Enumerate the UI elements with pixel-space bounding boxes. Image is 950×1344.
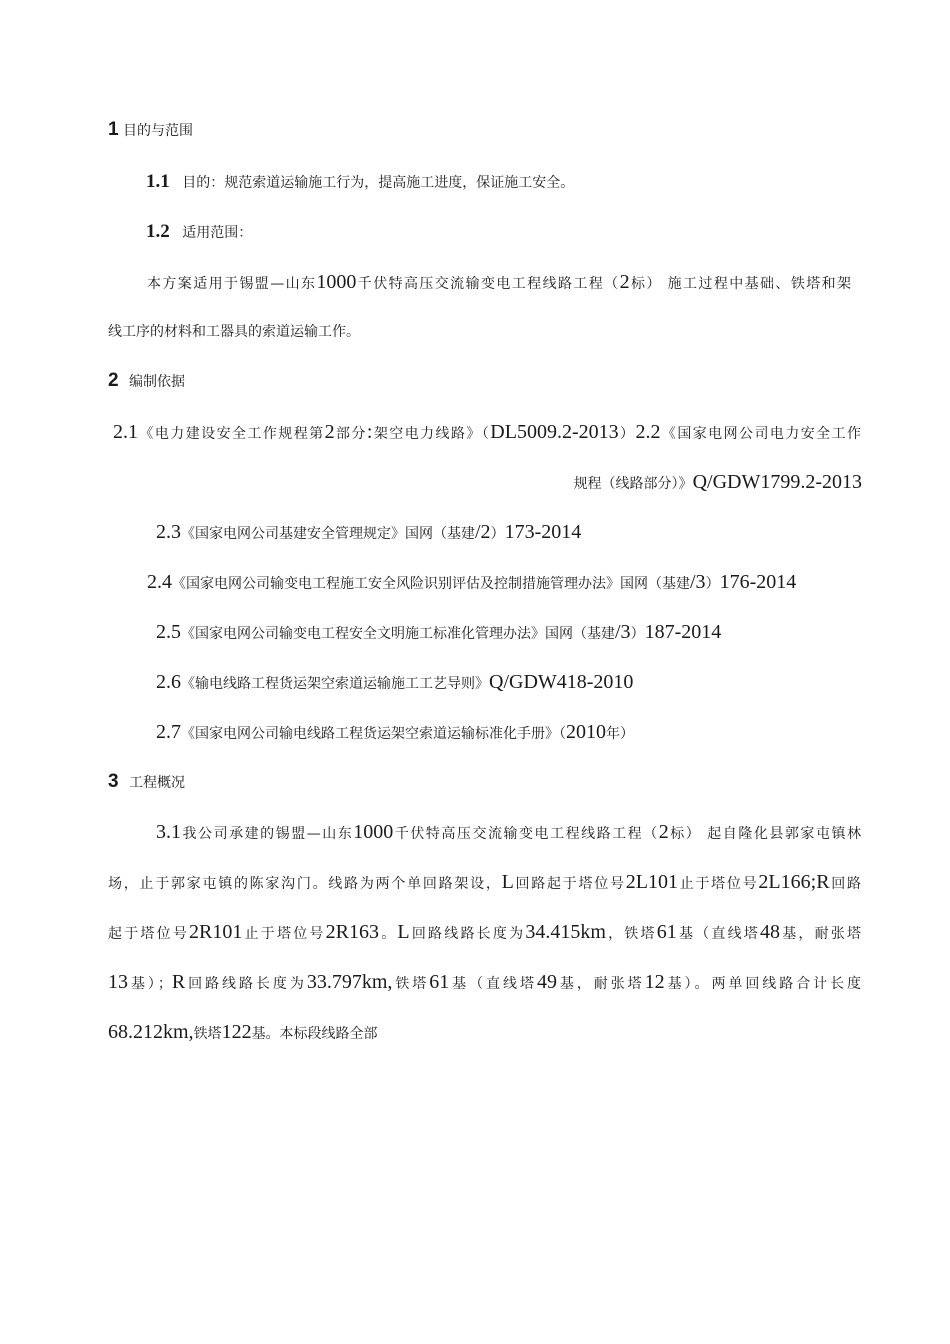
section-1-1 [146,170,574,195]
subsection-text: 目的：规范索道运输施工行为，提高施工进度，保证施工安全。 [182,175,575,191]
scope-paragraph-line-1: 本方案适用于锡盟—山东1000千伏特高压交流输变电工程线路工程（2标） 施工过程中基础、铁塔和架 [147,271,852,293]
scope-paragraph-line-2: 线工序的材料和工器具的索道运输工作。 [108,324,360,340]
reference-2-1-2-2: 2.1《电力建设安全工作规程第2部分:架空电力线路》（DL5009.2-2013）2.2《国家电网公司电力安全工作 [113,421,862,443]
reference-2-4: 2.4《国家电网公司输变电工程施工安全风险识别评估及控制措施管理办法》国网（基建/3）176-2014 [147,571,797,593]
subsection-number: 1.1 [146,171,170,192]
overview-line-4: 13基）；R回路线路长度为33.797km,铁塔61基（直线塔49基，耐张塔12基）。两单回线路合计长度 [108,971,862,993]
section-title: 工程概况 [129,775,186,791]
section-number: 3 [108,771,119,792]
section-3-heading [108,770,185,795]
overview-line-5: 68.212km,铁塔122基。本标段线路全部 [108,1021,378,1043]
section-1-heading [108,118,193,143]
overview-line-2: 场，止于郭家屯镇的陈家沟门。线路为两个单回路架设，L回路起于塔位号2L101止于塔位号2L166;R回路 [108,871,862,893]
reference-2-2-continued: 规程（线路部分）》Q/GDW1799.2-2013 [573,471,862,493]
reference-2-6: 2.6《输电线路工程货运架空索道运输施工工艺导则》Q/GDW418-2010 [156,671,634,693]
section-number: 2 [108,370,119,391]
subsection-number: 1.2 [146,221,170,242]
overview-line-3: 起于塔位号2R101止于塔位号2R163。L回路线路长度为34.415km，铁塔61基（直线塔48基，耐张塔 [108,921,862,943]
reference-2-7: 2.7《国家电网公司输电线路工程货运架空索道运输标准化手册》（2010年） [156,721,634,743]
section-title: 编制依据 [129,374,186,390]
subsection-text: 适用范围： [182,225,253,241]
overview-line-1: 3.1我公司承建的锡盟—山东1000千伏特高压交流输变电工程线路工程（2标） 起自隆化县郭家屯镇林 [156,821,862,843]
reference-2-3: 2.3《国家电网公司基建安全管理规定》国网（基建/2）173-2014 [156,521,582,543]
section-2-heading [108,369,185,394]
section-title: 目的与范围 [123,123,194,139]
section-1-2 [146,220,252,245]
section-number: 1 [108,119,119,140]
reference-2-5: 2.5《国家电网公司输变电工程安全文明施工标准化管理办法》国网（基建/3）187-2014 [156,621,722,643]
